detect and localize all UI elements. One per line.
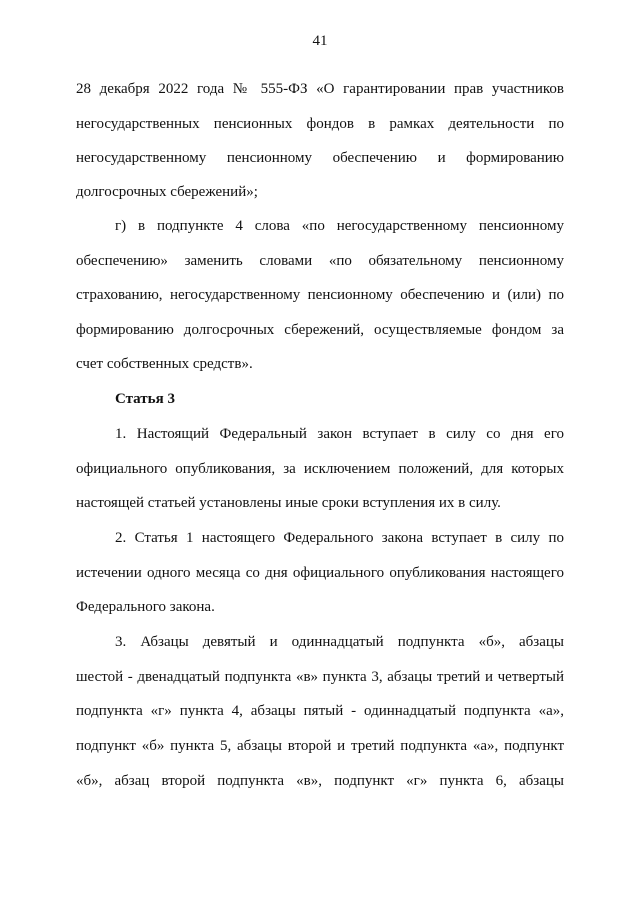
text-line: г) в подпункте 4 слова «по негосударственному пенсионному [115,218,564,234]
text-line: 1. Настоящий Федеральный закон вступает в силу со дня его [115,426,564,442]
text-line: долгосрочных сбережений»; [76,184,258,200]
text-line: обеспечению» заменить словами «по обязательному пенсионному [76,253,564,269]
text-line: подпункта «г» пункта 4, абзацы пятый - одиннадцатый подпункта «а», [76,703,564,719]
text-line: страхованию, негосударственному пенсионному обеспечению и (или) по [76,287,564,303]
text-line: официального опубликования, за исключением положений, для которых [76,461,564,477]
article-heading: Статья 3 [115,391,175,407]
text-line: «б», абзац второй подпункта «в», подпункт «г» пункта 6, абзацы [76,773,564,789]
text-line: Федерального закона. [76,599,215,615]
text-line: 28 декабря 2022 года № 555-ФЗ «О гарантировании прав участников [76,81,564,97]
text-line: негосударственных пенсионных фондов в рамках деятельности по [76,116,564,132]
text-line: настоящей статьей установлены иные сроки вступления их в силу. [76,495,501,511]
text-line: подпункт «б» пункта 5, абзацы второй и третий подпункта «а», подпункт [76,738,564,754]
text-line: счет собственных средств». [76,356,253,372]
text-line: истечении одного месяца со дня официального опубликования настоящего [76,565,564,581]
text-line: 3. Абзацы девятый и одиннадцатый подпункта «б», абзацы [115,634,564,650]
page-number: 41 [312,33,328,49]
text-line: 2. Статья 1 настоящего Федерального закона вступает в силу по [115,530,564,546]
text-line: формированию долгосрочных сбережений, осуществляемые фондом за [76,322,564,338]
text-line: негосударственному пенсионному обеспечению и формированию [76,150,564,166]
text-line: шестой - двенадцатый подпункта «в» пункта 3, абзацы третий и четвертый [76,669,564,685]
